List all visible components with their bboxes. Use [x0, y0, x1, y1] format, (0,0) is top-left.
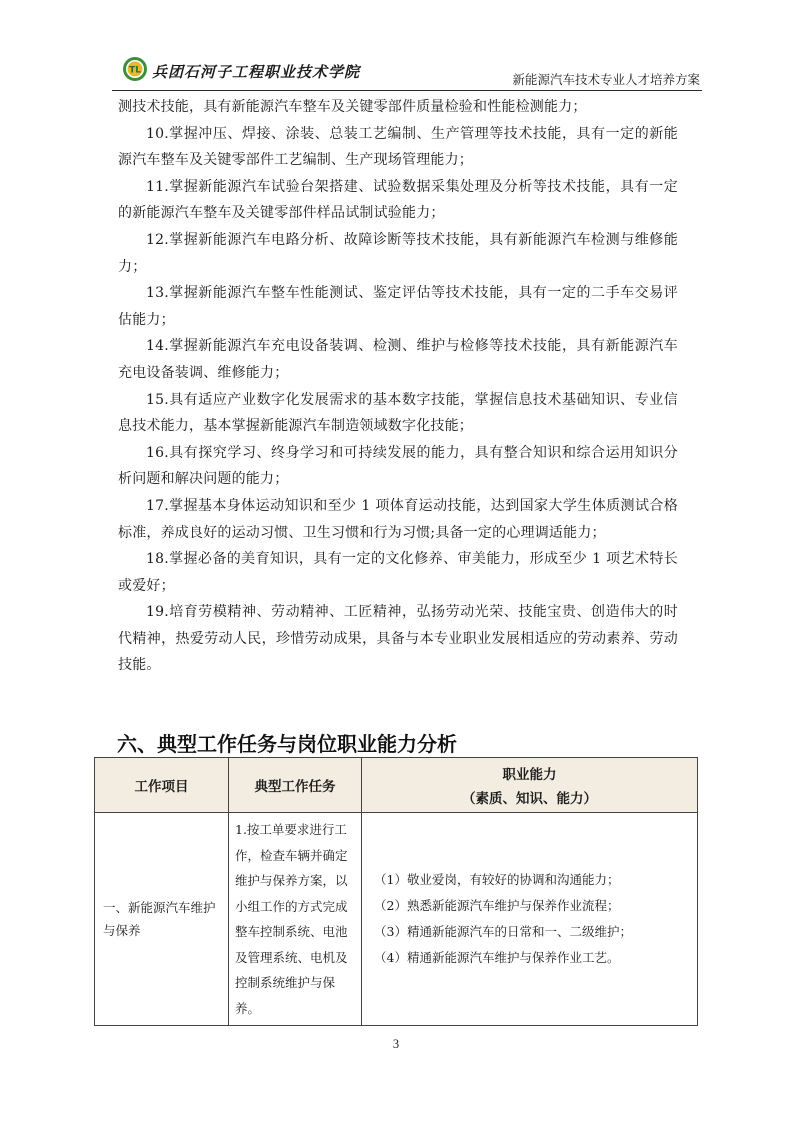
- list-item: 17.掌握基本身体运动知识和至少 1 项体育运动技能，达到国家大学生体质测试合格标准，养成良好的运动习惯、卫生习惯和行为习惯;具备一定的心理调适能力；: [118, 497, 678, 541]
- cell-task: 1.按工单要求进行工作，检查车辆并确定维护与保养方案，以小组工作的方式完成整车控制系统、电池及管理系统、电机及控制系统维护与保养。: [229, 813, 362, 1026]
- table-row: [95, 813, 698, 1026]
- header-ability-subtitle: （素质、知识、能力）: [462, 791, 597, 807]
- list-item: 13.掌握新能源汽车整车性能测试、鉴定评估等技术技能，具有一定的二手车交易评估能力；: [118, 285, 678, 328]
- task-ability-table: [94, 757, 698, 1026]
- table-header-row: [95, 758, 698, 813]
- ability-item: （2）熟悉新能源汽车维护与保养作业流程；: [374, 898, 620, 913]
- list-item: 16.具有探究学习、终身学习和可持续发展的能力，具有整合知识和综合运用知识分析问题和解决问题的能力；: [118, 444, 678, 488]
- list-item: 测技术技能，具有新能源汽车整车及关键零部件质量检验和性能检测能力；: [118, 99, 587, 115]
- ability-item: （4）精通新能源汽车维护与保养作业工艺。: [374, 950, 620, 965]
- page-number: 3: [392, 1037, 400, 1051]
- list-item: 18.掌握必备的美育知识，具有一定的文化修养、审美能力，形成至少 1 项艺术特长或爱好；: [118, 551, 678, 594]
- header-ability-title: 职业能力: [502, 767, 557, 783]
- document-title: 新能源汽车技术专业人才培养方案: [512, 72, 700, 87]
- header-work-project: 工作项目: [95, 758, 229, 813]
- list-item: 19.培育劳模精神、劳动精神、工匠精神，弘扬劳动光荣、技能宝贵、创造伟大的时代精神，热爱劳动人民，珍惜劳动成果，具备与本专业职业发展相适应的劳动素养、劳动技能。: [118, 604, 678, 674]
- page-header: [112, 46, 702, 91]
- school-logo-icon: [122, 56, 148, 82]
- list-item: 11.掌握新能源汽车试验台架搭建、试验数据采集处理及分析等技术技能，具有一定的新能源汽车整车及关键零部件样品试制试验能力；: [118, 178, 678, 222]
- list-item: 15.具有适应产业数字化发展需求的基本数字技能，掌握信息技术基础知识、专业信息技术能力，基本掌握新能源汽车制造领域数字化技能；: [118, 391, 678, 435]
- svg-text:TL: TL: [129, 65, 141, 76]
- list-item: 14.掌握新能源汽车充电设备装调、检测、维护与检修等技术技能，具有新能源汽车充电设备装调、维修能力；: [118, 338, 678, 381]
- ability-item: （1）敬业爱岗，有较好的协调和沟通能力；: [374, 872, 620, 887]
- cell-project: 一、新能源汽车维护与保养: [95, 813, 229, 1026]
- body-text: [118, 94, 678, 679]
- list-item: 10.掌握冲压、焊接、涂装、总装工艺编制、生产管理等技术技能，具有一定的新能源汽车整车及关键零部件工艺编制、生产现场管理能力；: [118, 125, 678, 169]
- section-heading: 六、典型工作任务与岗位职业能力分析: [117, 732, 457, 756]
- ability-item: （3）精通新能源汽车的日常和一、二级维护；: [374, 924, 632, 939]
- header-typical-task: 典型工作任务: [229, 758, 362, 813]
- school-name: 兵团石河子工程职业技术学院: [152, 63, 361, 81]
- header-ability: [362, 758, 698, 813]
- cell-abilities: [362, 813, 698, 1026]
- list-item: 12.掌握新能源汽车电路分析、故障诊断等技术技能，具有新能源汽车检测与维修能力；: [118, 231, 678, 275]
